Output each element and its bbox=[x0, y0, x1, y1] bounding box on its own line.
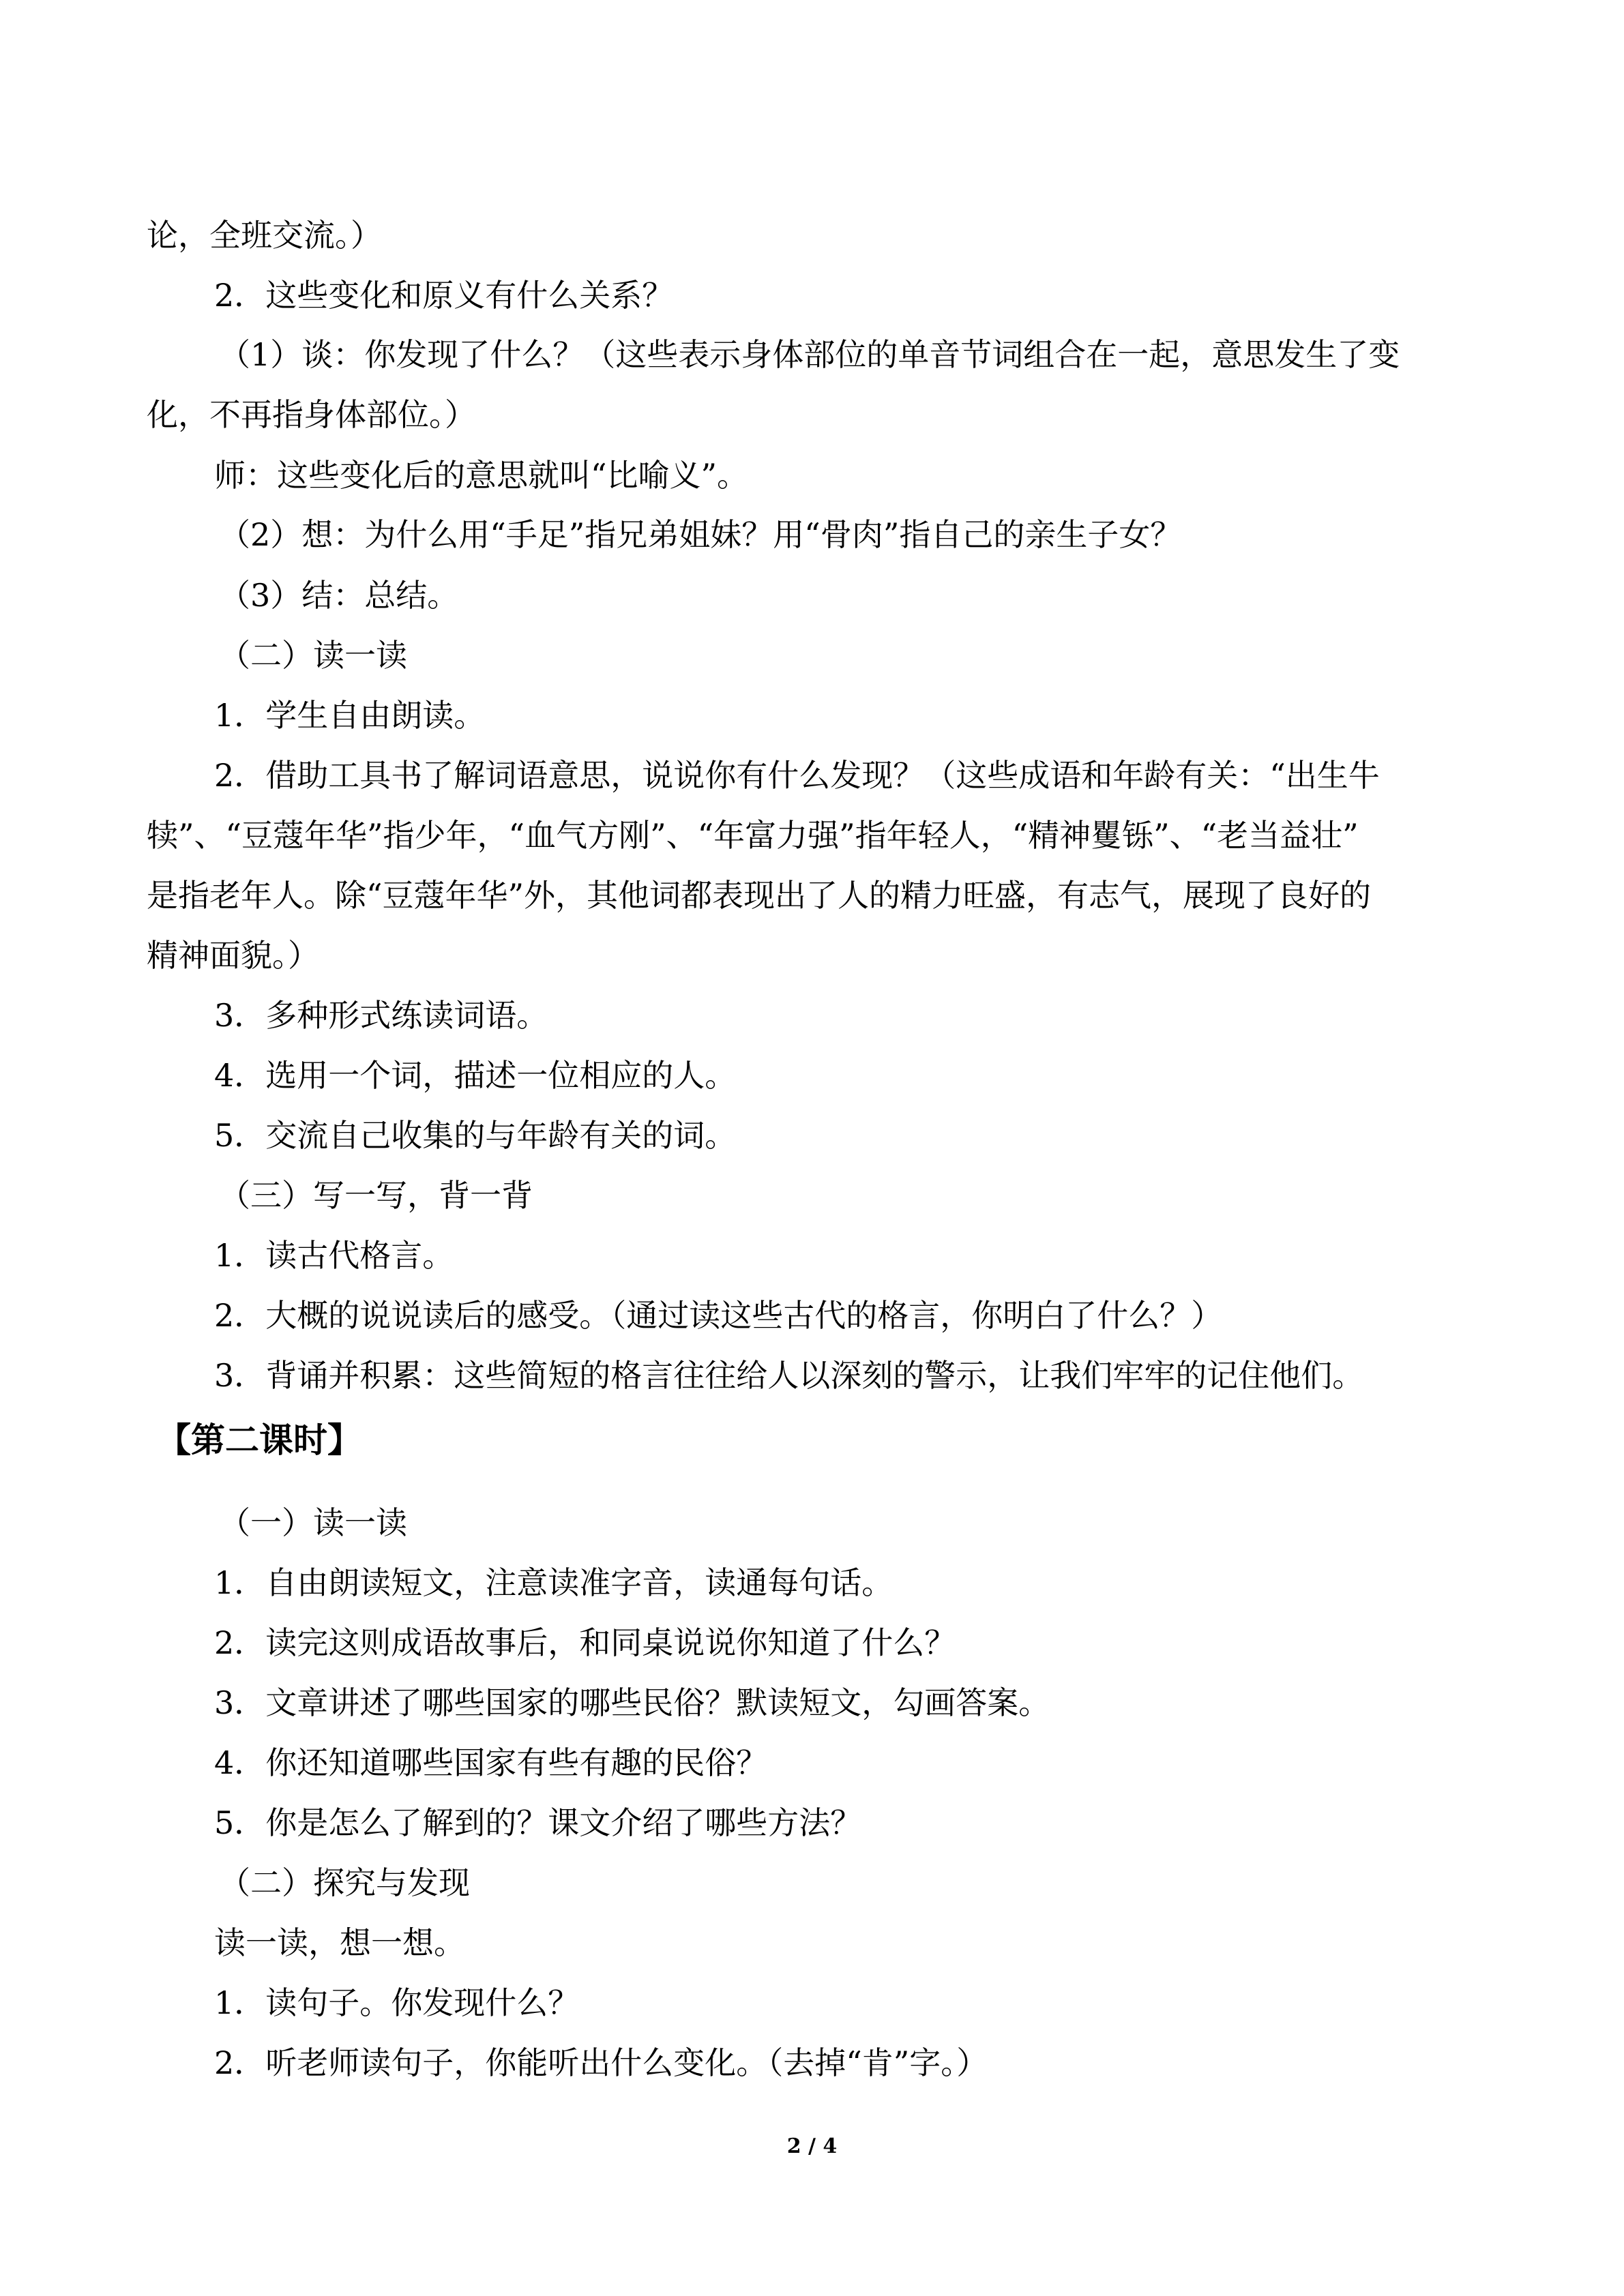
text-line: 1．读古代格言。 bbox=[214, 1237, 454, 1274]
text-line: 师：这些变化后的意思就叫“比喻义”。 bbox=[214, 457, 749, 494]
text-line: 论，全班交流。） bbox=[147, 217, 382, 254]
text-line: 3．文章讲述了哪些国家的哪些民俗？默读短文，勾画答案。 bbox=[214, 1684, 1050, 1721]
text-line: 犊”、“豆蔻年华”指少年，“血气方刚”、“年富力强”指年轻人，“精神矍铄”、“老当益壮” bbox=[147, 817, 1359, 854]
text-line: （1）谈：你发现了什么？（这些表示身体部位的单音节词组合在一起，意思发生了变 bbox=[219, 336, 1400, 373]
text-line: （一）读一读 bbox=[219, 1504, 407, 1541]
section-heading: 【第二课时】 bbox=[157, 1420, 361, 1460]
text-line: （三）写一写，背一背 bbox=[219, 1177, 533, 1214]
text-line: 读一读，想一想。 bbox=[214, 1924, 465, 1961]
text-line: 5．交流自己收集的与年龄有关的词。 bbox=[214, 1117, 737, 1154]
text-line: （3）结：总结。 bbox=[219, 577, 459, 614]
text-line: 3．背诵并积累：这些简短的格言往往给人以深刻的警示，让我们牢牢的记住他们。 bbox=[214, 1357, 1364, 1394]
text-line: 2．这些变化和原义有什么关系？ bbox=[214, 277, 674, 314]
text-line: 是指老年人。除“豆蔻年华”外，其他词都表现出了人的精力旺盛，有志气，展现了良好的 bbox=[147, 877, 1372, 914]
text-line: 精神面貌。） bbox=[147, 937, 319, 974]
text-line: 2．听老师读句子，你能听出什么变化。（去掉“肯”字。） bbox=[214, 2044, 988, 2081]
page-number: 2 / 4 bbox=[786, 2134, 838, 2158]
text-line: 2．借助工具书了解词语意思，说说你有什么发现？（这些成语和年龄有关：“出生牛 bbox=[214, 757, 1380, 794]
text-line: 4．选用一个词，描述一位相应的人。 bbox=[214, 1057, 737, 1094]
text-line: （2）想：为什么用“手足”指兄弟姐妹？用“骨肉”指自己的亲生子女？ bbox=[219, 516, 1182, 553]
text-line: 1．读句子。你发现什么？ bbox=[214, 1984, 580, 2021]
text-line: 1．学生自由朗读。 bbox=[214, 697, 486, 734]
text-line: 2．大概的说说读后的感受。（通过读这些古代的格言，你明白了什么？） bbox=[214, 1297, 1223, 1334]
text-line: 化，不再指身体部位。） bbox=[147, 396, 476, 433]
text-line: （二）探究与发现 bbox=[219, 1864, 470, 1901]
text-line: （二）读一读 bbox=[219, 637, 407, 674]
text-line: 5．你是怎么了解到的？课文介绍了哪些方法？ bbox=[214, 1804, 862, 1841]
text-line: 2．读完这则成语故事后，和同桌说说你知道了什么？ bbox=[214, 1624, 956, 1661]
text-line: 3．多种形式练读词语。 bbox=[214, 997, 548, 1034]
text-line: 1．自由朗读短文，注意读准字音，读通每句话。 bbox=[214, 1564, 894, 1601]
text-line: 4．你还知道哪些国家有些有趣的民俗？ bbox=[214, 1744, 768, 1781]
